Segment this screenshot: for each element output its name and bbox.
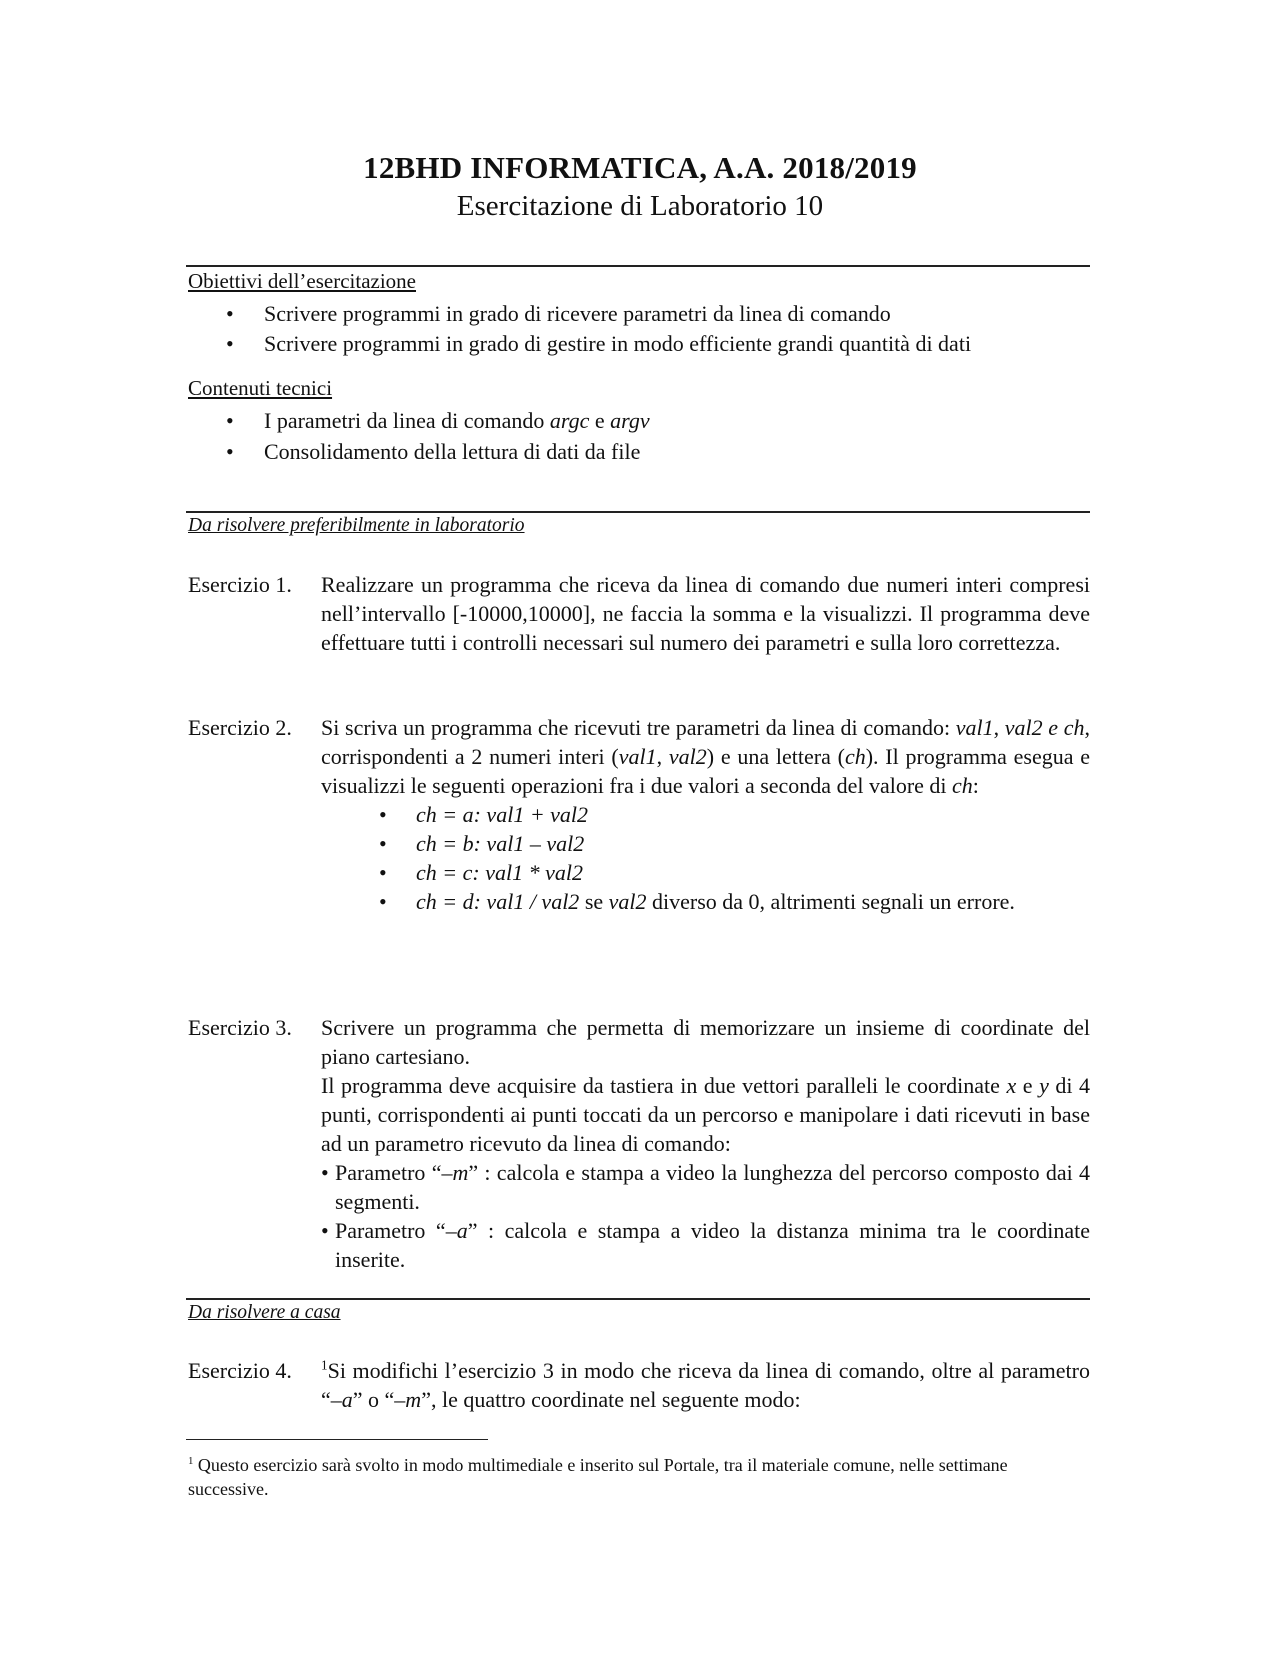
footnote: $^1$ Questo esercizio sarà svolto in modo multimediale e inserito sul Portale, tra il materiale comune, nelle settimane successive. [188, 1455, 1008, 1499]
bullet-icon: • [226, 408, 234, 433]
bullet-icon: • [379, 889, 387, 914]
exercise-text: Realizzare un programma che riceva da linea di comando due numeri interi compresi nell’intervallo [-10000,10000], ne faccia la somma e la visualizzi. Il programma deve effettuare tutti i controlli necessari sul numero dei parametri e sulla loro correttezza. [321, 572, 1090, 655]
operation-item: • ch = d: val1 / val2 se val2 diverso da 0, altrimenti segnali un errore. [379, 889, 1015, 914]
lab-section-heading: Da risolvere preferibilmente in laboratorio [188, 515, 525, 536]
bullet-icon: • [379, 860, 387, 885]
exercise-label: Esercizio 1. [188, 572, 292, 597]
bullet-icon: • [226, 301, 234, 326]
document-page: 12BHD INFORMATICA, A.A. 2018/2019 Esercitazione di Laboratorio 10 Obiettivi dell’esercitazione • Scrivere programmi in grado di ricevere parametri da linea di comando • Scrivere programmi in grado di gestire in modo efficiente grandi quantità di dati Contenuti tecnici • I parametri da linea di comando argc e argv • Consolidamento della lettura di dati da file Da risolvere preferibilmente in laboratorio Esercizio 1. Realizzare un programma che riceva da linea di comando due numeri interi compresi nell’intervallo [-10000,10000], ne faccia la somma e la visualizzi. Il programma deve effettuare tutti i controlli necessari sul numero dei parametri e sulla loro correttezza. Esercizio 2. Si scriva un programma che ricevuti tre parametri da linea di comando: val1, val2 e ch, corrispondenti a 2 numeri interi (val1, val2) e una lettera (ch). Il programma esegua e visualizzi le seguenti operazioni fra i due valori a seconda del valore di ch: • ch = a: val1 + val2 • ch = b: val1 – val2 • ch = c: val1 * val2 • ch = d: val1 / val2 se val2 diverso da 0, altrimenti segnali un errore. Esercizio 3. Scrivere un programma che permetta di memorizzare un insieme di coordinate del piano cartesiano. Il programma deve acquisire da tastiera in due vettori paralleli le coordinate x e y di 4 punti, corrispondenti ai punti toccati da un percorso e manipolare i dati ricevuti in base ad un parametro ricevuto da linea di comando: • Parametro “–m” : calcola e stampa a video la lunghezza del percorso composto dai 4 segmenti. • Parametro “–a” : calcola e stampa a video la distanza minima tra le coordinate inserite. Da risolvere a casa Esercizio 4. $^1$Si modifichi l’esercizio 3 in modo che riceva da linea di comando, oltre al parametro “–a” o “–m”, le quattro coordinate nel seguente modo: $^1$ Questo esercizio sarà svolto in modo multimediale e inserito sul Portale, tra il materiale comune, nelle settimane successive. [0, 0, 1280, 1656]
exercise-text: Si scriva un programma che ricevuti tre parametri da linea di comando: val1, val2 e ch, corrispondenti a 2 numeri interi (val1, val2) e una lettera (ch). Il programma esegua e visualizzi le seguenti operazioni fra i due valori a seconda del valore di ch: • ch = a: val1 + val2 • ch = b: val1 – val2 • ch = c: val1 * val2 • ch = d: val1 / val2 se val2 diverso da 0, altrimenti segnali un errore. [321, 715, 1091, 914]
bullet-icon: • [321, 1160, 329, 1185]
exercise-text: Scrivere un programma che permetta di memorizzare un insieme di coordinate del piano cartesiano. Il programma deve acquisire da tastiera in due vettori paralleli le coordinate x e y di 4 punti, corrispondenti ai punti toccati da un percorso e manipolare i dati ricevuti in base ad un parametro ricevuto da linea di comando: • Parametro “–m” : calcola e stampa a video la lunghezza del percorso composto dai 4 segmenti. • Parametro “–a” : calcola e stampa a video la distanza minima tra le coordinate inserite. [321, 1015, 1091, 1272]
parameter-item: • Parametro “–m” : calcola e stampa a video la lunghezza del percorso composto dai 4 segmenti. [321, 1160, 1091, 1214]
divider [186, 1298, 1090, 1300]
document-title: 12BHD INFORMATICA, A.A. 2018/2019 [363, 150, 917, 185]
bullet-icon: • [226, 331, 234, 356]
objectives-heading: Obiettivi dell’esercitazione [188, 269, 416, 293]
bullet-icon: • [321, 1218, 329, 1243]
divider [186, 265, 1090, 267]
divider [186, 511, 1090, 513]
bullet-icon: • [226, 439, 234, 464]
bullet-icon: • [379, 802, 387, 827]
bullet-icon: • [379, 831, 387, 856]
exercise-label: Esercizio 4. [188, 1358, 292, 1383]
footnote-ref: 1 [321, 1357, 328, 1373]
exercise-text: $^1$Si modifichi l’esercizio 3 in modo che riceva da linea di comando, oltre al parametro “–a” o “–m”, le quattro coordinate nel seguente modo: [321, 1357, 1090, 1412]
exercise-label: Esercizio 2. [188, 715, 292, 740]
footnote-divider [186, 1439, 488, 1440]
document-subtitle: Esercitazione di Laboratorio 10 [456, 190, 824, 222]
home-section-heading: Da risolvere a casa [188, 1302, 341, 1323]
operation-item: • ch = b: val1 – val2 [379, 831, 585, 856]
operation-item: • ch = a: val1 + val2 [379, 802, 589, 827]
parameter-item: • Parametro “–a” : calcola e stampa a video la distanza minima tra le coordinate inserite. [321, 1218, 1090, 1272]
operation-item: • ch = c: val1 * val2 [379, 860, 583, 885]
contents-heading: Contenuti tecnici [188, 376, 333, 400]
exercise-label: Esercizio 3. [188, 1015, 292, 1040]
